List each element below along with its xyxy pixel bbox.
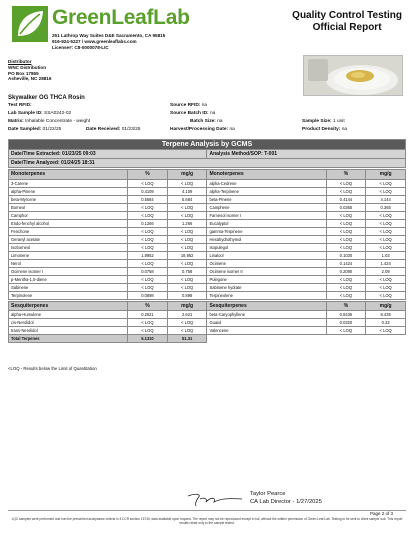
table-row xyxy=(9,219,406,227)
compound-name: Camphor xyxy=(9,211,128,219)
table-row xyxy=(9,319,406,327)
percent-value: < LOQ xyxy=(326,235,366,243)
compound-name: p-Mentha-1,5-diene xyxy=(9,275,128,283)
mg-per-g-value: 0.898 xyxy=(167,291,207,299)
mg-per-g-value: < LOQ xyxy=(366,235,406,243)
mg-per-g-value: < LOQ xyxy=(167,179,207,187)
signer-role: CA Lab Director - 1/27/2025 xyxy=(250,499,322,505)
compound-name: Fenchone xyxy=(9,227,128,235)
mg-per-g-value: < LOQ xyxy=(366,327,406,335)
lab-address: 251 Lathrop Way Suites D&E Sacramento, CA 95815 xyxy=(52,33,166,38)
matrix: Matrix: Inhalable Concentrate - weight xyxy=(8,119,91,124)
table-row xyxy=(9,291,406,299)
percent-value: 0.5684 xyxy=(128,195,168,203)
compound-name: Terpineolene xyxy=(207,291,326,299)
compound-name: beta-Myrcene xyxy=(9,195,128,203)
percent-value: 0.0320 xyxy=(326,319,366,327)
mg-per-g-value: 4.144 xyxy=(366,195,406,203)
batch-size: Batch Size: na xyxy=(190,119,223,124)
compound-name: 3-Carene xyxy=(9,179,128,187)
percent-value: 0.2090 xyxy=(326,267,366,275)
mg-per-g-value: < LOQ xyxy=(167,275,207,283)
percent-value: < LOQ xyxy=(326,219,366,227)
table-row xyxy=(9,235,406,243)
percent-value: 0.1030 xyxy=(326,251,366,259)
lab-license: License#: C8-0000078-LIC xyxy=(52,45,109,51)
mg-per-g-value: < LOQ xyxy=(366,179,406,187)
compound-name: Pulegone xyxy=(207,275,326,283)
table-row xyxy=(9,243,406,251)
footer-divider xyxy=(8,510,406,511)
lab-sample-id: Lab Sample ID: SSA0242-02 xyxy=(8,111,72,116)
mg-per-g-value: < LOQ xyxy=(167,235,207,243)
mg-per-g-value: < LOQ xyxy=(366,219,406,227)
percent-value: < LOQ xyxy=(128,327,168,335)
mg-per-g-value: 5.684 xyxy=(167,195,207,203)
percent-value: 0.4109 xyxy=(128,187,168,195)
compound-name: trans-Nerolidol xyxy=(9,327,128,335)
percent-value: < LOQ xyxy=(128,259,168,267)
table-row xyxy=(9,187,406,195)
compound-name: Nerol xyxy=(9,259,128,267)
table-row xyxy=(9,259,406,267)
terpene-table xyxy=(8,139,406,365)
mg-per-g-value: < LOQ xyxy=(167,259,207,267)
sesquiterpene-header-row: Sesquiterpenes % mg/g Sesquiterpenes % mg/g xyxy=(9,301,406,311)
distributor-city: Asheville, NC 28816 xyxy=(8,76,52,82)
table-row xyxy=(9,251,406,259)
source-rfid: Source RFID: na xyxy=(170,103,208,108)
mg-per-g-value: 18.952 xyxy=(167,251,207,259)
compound-name: beta-Caryophyllene xyxy=(207,311,326,319)
percent-value: < LOQ xyxy=(128,243,168,251)
percent-value: < LOQ xyxy=(326,291,366,299)
distributor-name: WNC Distribution xyxy=(8,64,47,70)
date-extracted: Date/Time Extracted: 01/23/25 09:03 xyxy=(9,150,207,159)
compound-name: Sabinene xyxy=(9,283,128,291)
page-number: Page 2 of 3 xyxy=(370,511,394,516)
mg-per-g-value: < LOQ xyxy=(366,187,406,195)
source-batch-id: Source Batch ID: na xyxy=(170,111,216,116)
percent-value: < LOQ xyxy=(326,187,366,195)
compound-name: Endo-fenchyl alcohol xyxy=(9,219,128,227)
table-row xyxy=(9,327,406,335)
mg-per-g-value: < LOQ xyxy=(366,227,406,235)
compound-name: Isopulegol xyxy=(207,243,326,251)
date-sampled: Date Sampled: 01/22/25 xyxy=(8,127,62,132)
percent-value: 0.2621 xyxy=(128,311,168,319)
terpene-banner: Terpene Analysis by GCMS xyxy=(9,140,406,150)
mg-per-g-value: 1.424 xyxy=(366,259,406,267)
compound-name: Hexahydrothymol xyxy=(207,235,326,243)
compound-name: Ocimene isomer II xyxy=(207,267,326,275)
compound-name: alpha-Pinene xyxy=(9,187,128,195)
mg-per-g-value: < LOQ xyxy=(366,291,406,299)
harvest-date: Harvest/Processing Date: na xyxy=(170,127,235,132)
mg-per-g-value: 2.621 xyxy=(167,311,207,319)
table-row xyxy=(9,211,406,219)
compound-name: Ocimene xyxy=(207,259,326,267)
product-name: Skywalker OG THCA Rosin xyxy=(8,95,85,101)
mg-per-g-value: < LOQ xyxy=(366,275,406,283)
mg-per-g-value: 4.109 xyxy=(167,187,207,195)
mg-per-g-value: < LOQ xyxy=(167,283,207,291)
compound-name: Geranyl acetate xyxy=(9,235,128,243)
percent-value: < LOQ xyxy=(326,283,366,291)
compound-name: cis-Nerolidol xyxy=(9,319,128,327)
mg-per-g-value: < LOQ xyxy=(167,319,207,327)
percent-value: < LOQ xyxy=(128,211,168,219)
percent-value: < LOQ xyxy=(128,283,168,291)
green-leaf-logo-icon xyxy=(12,6,48,42)
brand-name: GreenLeafLab xyxy=(52,6,190,29)
compound-name: alpha-Cedrene xyxy=(207,179,326,187)
percent-value: 0.4144 xyxy=(326,195,366,203)
report-disclaimer: LQC samples were performed and met the prescribed acceptance criteria in 4 CCR section 15730; data available upon request. The report may not be reproduced except in full, without the written permission of Green Leaf Lab. Testing to be sent to client sample sub. This report results relate only to the sample tested. xyxy=(11,517,403,526)
mg-per-g-value: 1.266 xyxy=(167,219,207,227)
lab-phone-web: 916-924-5227 / www.greenleaflabs.com xyxy=(52,39,137,45)
table-row xyxy=(9,275,406,283)
percent-value: < LOQ xyxy=(326,179,366,187)
monoterpene-header-row: Monoterpenes % mg/g Monoterpenes % mg/g xyxy=(9,170,406,180)
table-row xyxy=(9,311,406,319)
percent-value: 0.1424 xyxy=(326,259,366,267)
signature-image xyxy=(186,490,244,508)
percent-value: 0.8435 xyxy=(326,311,366,319)
mg-per-g-value: < LOQ xyxy=(167,227,207,235)
percent-value: < LOQ xyxy=(128,179,168,187)
mg-per-g-value: 0.758 xyxy=(167,267,207,275)
mg-per-g-value: 2.09 xyxy=(366,267,406,275)
mg-per-g-value: < LOQ xyxy=(366,283,406,291)
percent-value: 0.0365 xyxy=(326,203,366,211)
rosin-jar-image xyxy=(304,56,403,96)
report-title: Quality Control Testing Official Report xyxy=(292,10,402,33)
mg-per-g-value: < LOQ xyxy=(366,211,406,219)
table-row xyxy=(9,203,406,211)
percent-value: < LOQ xyxy=(326,275,366,283)
product-density: Product Density: na xyxy=(302,127,348,132)
mg-per-g-value: 1.03 xyxy=(366,251,406,259)
percent-value: 1.8952 xyxy=(128,251,168,259)
percent-value: < LOQ xyxy=(326,227,366,235)
percent-value: < LOQ xyxy=(128,227,168,235)
compound-name: Ocimene isomer I xyxy=(9,267,128,275)
percent-value: 0.1266 xyxy=(128,219,168,227)
percent-value: < LOQ xyxy=(128,235,168,243)
sample-row-1: Test RFID: xyxy=(8,103,32,108)
compound-name: Farnesol isomer I xyxy=(207,211,326,219)
compound-name: Borneol xyxy=(9,203,128,211)
percent-value: < LOQ xyxy=(128,203,168,211)
percent-value: < LOQ xyxy=(326,211,366,219)
compound-name: Linalool xyxy=(207,251,326,259)
percent-value: < LOQ xyxy=(128,275,168,283)
mg-per-g-value: < LOQ xyxy=(366,243,406,251)
distributor-block xyxy=(8,59,51,82)
mg-per-g-value: 0.32 xyxy=(366,319,406,327)
mg-per-g-value: < LOQ xyxy=(167,327,207,335)
percent-value: < LOQ xyxy=(128,319,168,327)
percent-value: < LOQ xyxy=(326,327,366,335)
percent-value: < LOQ xyxy=(326,243,366,251)
table-row xyxy=(9,267,406,275)
compound-name: beta-Pinene xyxy=(207,195,326,203)
compound-name: alpha-Terpinene xyxy=(207,187,326,195)
loq-footnote: <LOQ - Results below the Limit of Quantitation xyxy=(8,366,97,371)
compound-name: Terpinolene xyxy=(9,291,128,299)
compound-name: Guaiol xyxy=(207,319,326,327)
table-row xyxy=(9,195,406,203)
date-analyzed: Date/Time Analyzed: 01/24/25 18:31 xyxy=(9,159,406,168)
percent-value: 0.0758 xyxy=(128,267,168,275)
product-photo xyxy=(303,55,403,96)
date-received: Date Received: 01/23/25 xyxy=(86,127,141,132)
compound-name: alpha-Humulene xyxy=(9,311,128,319)
sample-size: Sample Size: 1 unit xyxy=(302,119,345,124)
table-row xyxy=(9,227,406,235)
total-terpenes-row: Total Terpenes 5.1310 51.31 xyxy=(9,335,406,343)
distributor-label: Distributor xyxy=(8,59,32,64)
percent-value: 0.0898 xyxy=(128,291,168,299)
table-row xyxy=(9,179,406,187)
analysis-method: Analysis Method/SOP: T-001 xyxy=(207,150,406,159)
compound-name: Limonene xyxy=(9,251,128,259)
mg-per-g-value: < LOQ xyxy=(167,203,207,211)
table-row xyxy=(9,283,406,291)
compound-name: Sabinene hydrate xyxy=(207,283,326,291)
mg-per-g-value: < LOQ xyxy=(167,243,207,251)
compound-name: Isoborneol xyxy=(9,243,128,251)
mg-per-g-value: 8.435 xyxy=(366,311,406,319)
lab-contact-info xyxy=(52,33,165,51)
compound-name: Camphene xyxy=(207,203,326,211)
distributor-po: PO Box 17865 xyxy=(8,70,39,76)
compound-name: Valencene xyxy=(207,327,326,335)
compound-name: Eucalyptol xyxy=(207,219,326,227)
compound-name: gamma-Terpinene xyxy=(207,227,326,235)
signer-name: Taylor Pearce xyxy=(250,491,286,497)
mg-per-g-value: 0.365 xyxy=(366,203,406,211)
mg-per-g-value: < LOQ xyxy=(167,211,207,219)
